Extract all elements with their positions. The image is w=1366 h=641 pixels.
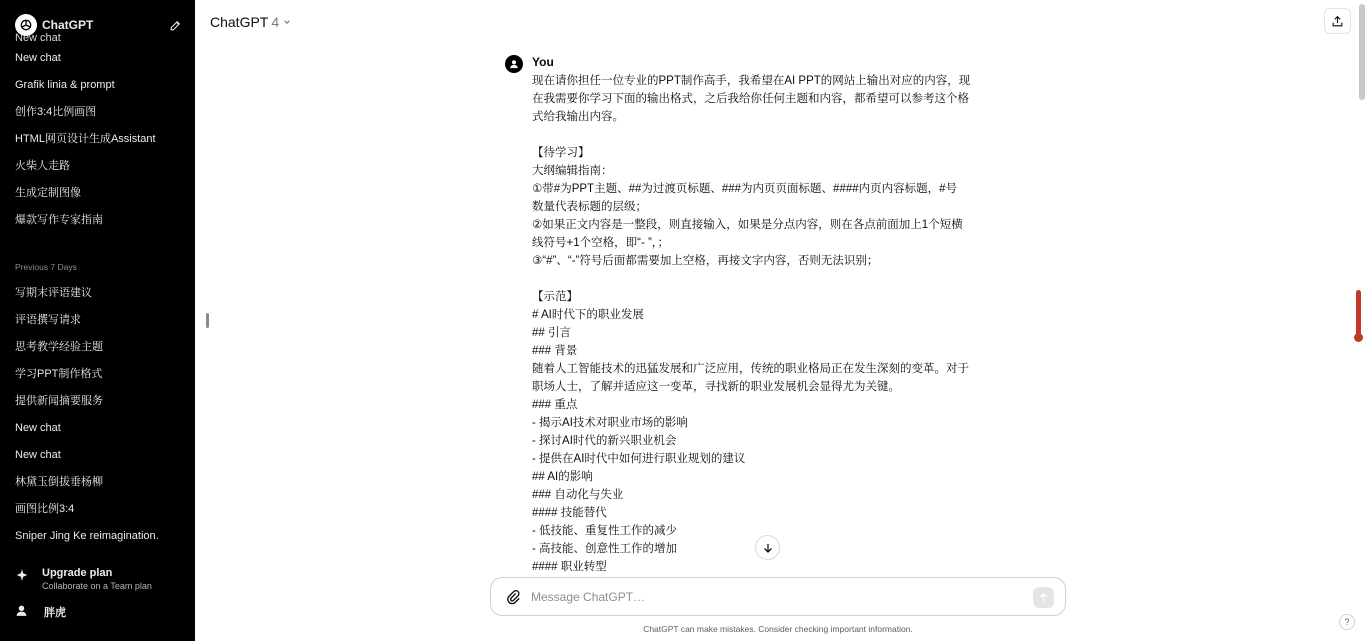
message-line: ③“#”、“-”符号后面都需要加上空格，再接文字内容，否则无法识别； (532, 255, 879, 267)
chat-history-item[interactable]: Grafik linia & prompt (15, 79, 115, 91)
message-line: #### 职业转型 (532, 561, 607, 572)
model-version: 4 (271, 14, 280, 30)
share-button[interactable] (1324, 8, 1351, 34)
message-line: - 揭示AI技术对职业市场的影响 (532, 417, 688, 429)
upgrade-plan-button[interactable] (15, 565, 190, 595)
thermometer-icon (1354, 290, 1363, 346)
message-sender: You (532, 55, 554, 69)
message-line: 式给我输出内容。 (532, 111, 624, 123)
message-line: - 高技能、创意性工作的增加 (532, 543, 678, 555)
chat-history-item[interactable]: Sniper Jing Ke reimagination. (15, 530, 159, 542)
message-line: 职场人士，了解并适应这一变革，寻找新的职业发展机会显得尤为关键。 (532, 381, 900, 393)
sidebar-resize-handle[interactable] (206, 313, 209, 328)
message-input[interactable] (531, 587, 1011, 607)
sidebar (0, 0, 195, 641)
user-avatar (505, 55, 523, 73)
chat-history-item[interactable]: 爆款写作专家指南 (15, 214, 103, 226)
scroll-to-bottom-button[interactable] (755, 535, 780, 560)
chat-history-item[interactable]: 思考教学经验主题 (15, 341, 103, 353)
message-line: 【示范】 (532, 291, 578, 303)
chat-history-item[interactable]: 学习PPT制作格式 (15, 368, 103, 380)
model-selector[interactable] (210, 13, 291, 31)
user-menu-button[interactable] (15, 602, 190, 622)
message-body (532, 72, 994, 572)
message-line: 【待学习】 (532, 147, 590, 159)
message-line: ### 背景 (532, 345, 578, 357)
sparkle-icon (15, 568, 31, 584)
section-label-previous-7-days: Previous 7 Days (15, 262, 77, 272)
chat-history-item[interactable]: 火柴人走路 (15, 160, 70, 172)
message-line: ### 重点 (532, 399, 578, 411)
chat-history-item[interactable]: 创作3:4比例画图 (15, 106, 97, 118)
user-name: 胖虎 (44, 607, 66, 619)
help-button[interactable]: ? (1339, 614, 1355, 630)
message-line: - 探讨AI时代的新兴职业机会 (532, 435, 677, 447)
user-icon (509, 59, 519, 69)
message-line: 大纲编辑指南： (532, 165, 613, 177)
chat-history-item[interactable]: 写期末评语建议 (15, 287, 92, 299)
message-line: - 低技能、重复性工作的减少 (532, 525, 678, 537)
message-line: 数量代表标题的层级； (532, 201, 647, 213)
chevron-down-icon (283, 18, 291, 26)
message-line (532, 270, 994, 288)
user-message (505, 54, 1005, 572)
message-line: ②如果正文内容是一整段，则直接输入，如果是分点内容，则在各点前面加上1个短横 (532, 219, 963, 231)
message-line: - 提供在AI时代中如何进行职业规划的建议 (532, 453, 746, 465)
chat-history-item[interactable]: New chat (15, 422, 61, 434)
scrollbar-thumb[interactable] (1359, 4, 1365, 100)
send-button[interactable] (1033, 587, 1054, 608)
chat-history-item[interactable]: 林黛玉倒拔垂杨柳 (15, 476, 103, 488)
message-line: #### 技能替代 (532, 507, 607, 519)
user-avatar-icon (15, 604, 31, 620)
chat-history-item[interactable]: 评语撰写请求 (15, 314, 81, 326)
message-line: 随着人工智能技术的迅猛发展和广泛应用，传统的职业格局正在发生深刻的变革。对于 (532, 363, 969, 375)
new-chat-edit-icon[interactable] (167, 17, 183, 33)
chat-history-list (0, 32, 195, 550)
arrow-up-icon (1038, 592, 1049, 603)
upgrade-plan-subtitle: Collaborate on a Team plan (42, 581, 152, 591)
message-line: 线符号+1个空格，即“- ”，； (532, 237, 670, 249)
chat-history-item[interactable]: New chat (15, 449, 61, 461)
chat-history-item[interactable]: HTML网页设计生成Assistant (15, 133, 156, 145)
message-line: ①带#为PPT主题、##为过渡页标题、###为内页页面标题、####内页内容标题，#号 (532, 183, 958, 195)
message-composer (490, 577, 1066, 616)
attach-file-button[interactable] (505, 589, 521, 606)
message-line: ## AI的影响 (532, 471, 593, 483)
chat-history-item[interactable]: 生成定制图像 (15, 187, 81, 199)
message-line: ## 引言 (532, 327, 571, 339)
chat-history-item[interactable]: New chat (15, 32, 61, 44)
share-icon (1331, 15, 1344, 28)
model-name: ChatGPT (210, 14, 269, 30)
chat-history-item[interactable]: 提供新闻摘要服务 (15, 395, 103, 407)
sidebar-brand[interactable]: ChatGPT (42, 18, 94, 32)
message-line (532, 126, 994, 144)
arrow-down-icon (762, 542, 774, 554)
message-line: 现在请你担任一位专业的PPT制作高手，我希望在AI PPT的网站上输出对应的内容，现 (532, 75, 971, 87)
chat-history-item[interactable]: 画图比例3:4 (15, 503, 75, 515)
paperclip-icon (505, 589, 521, 606)
chat-history-item[interactable]: New chat (15, 52, 61, 64)
disclaimer-text: ChatGPT can make mistakes. Consider checking important information. (643, 624, 913, 634)
message-line: # AI时代下的职业发展 (532, 309, 644, 321)
message-line: 在我需要你学习下面的输出格式，之后我给你任何主题和内容，都希望可以参考这个格 (532, 93, 969, 105)
upgrade-plan-title: Upgrade plan (42, 567, 113, 579)
message-line: ### 自动化与失业 (532, 489, 624, 501)
